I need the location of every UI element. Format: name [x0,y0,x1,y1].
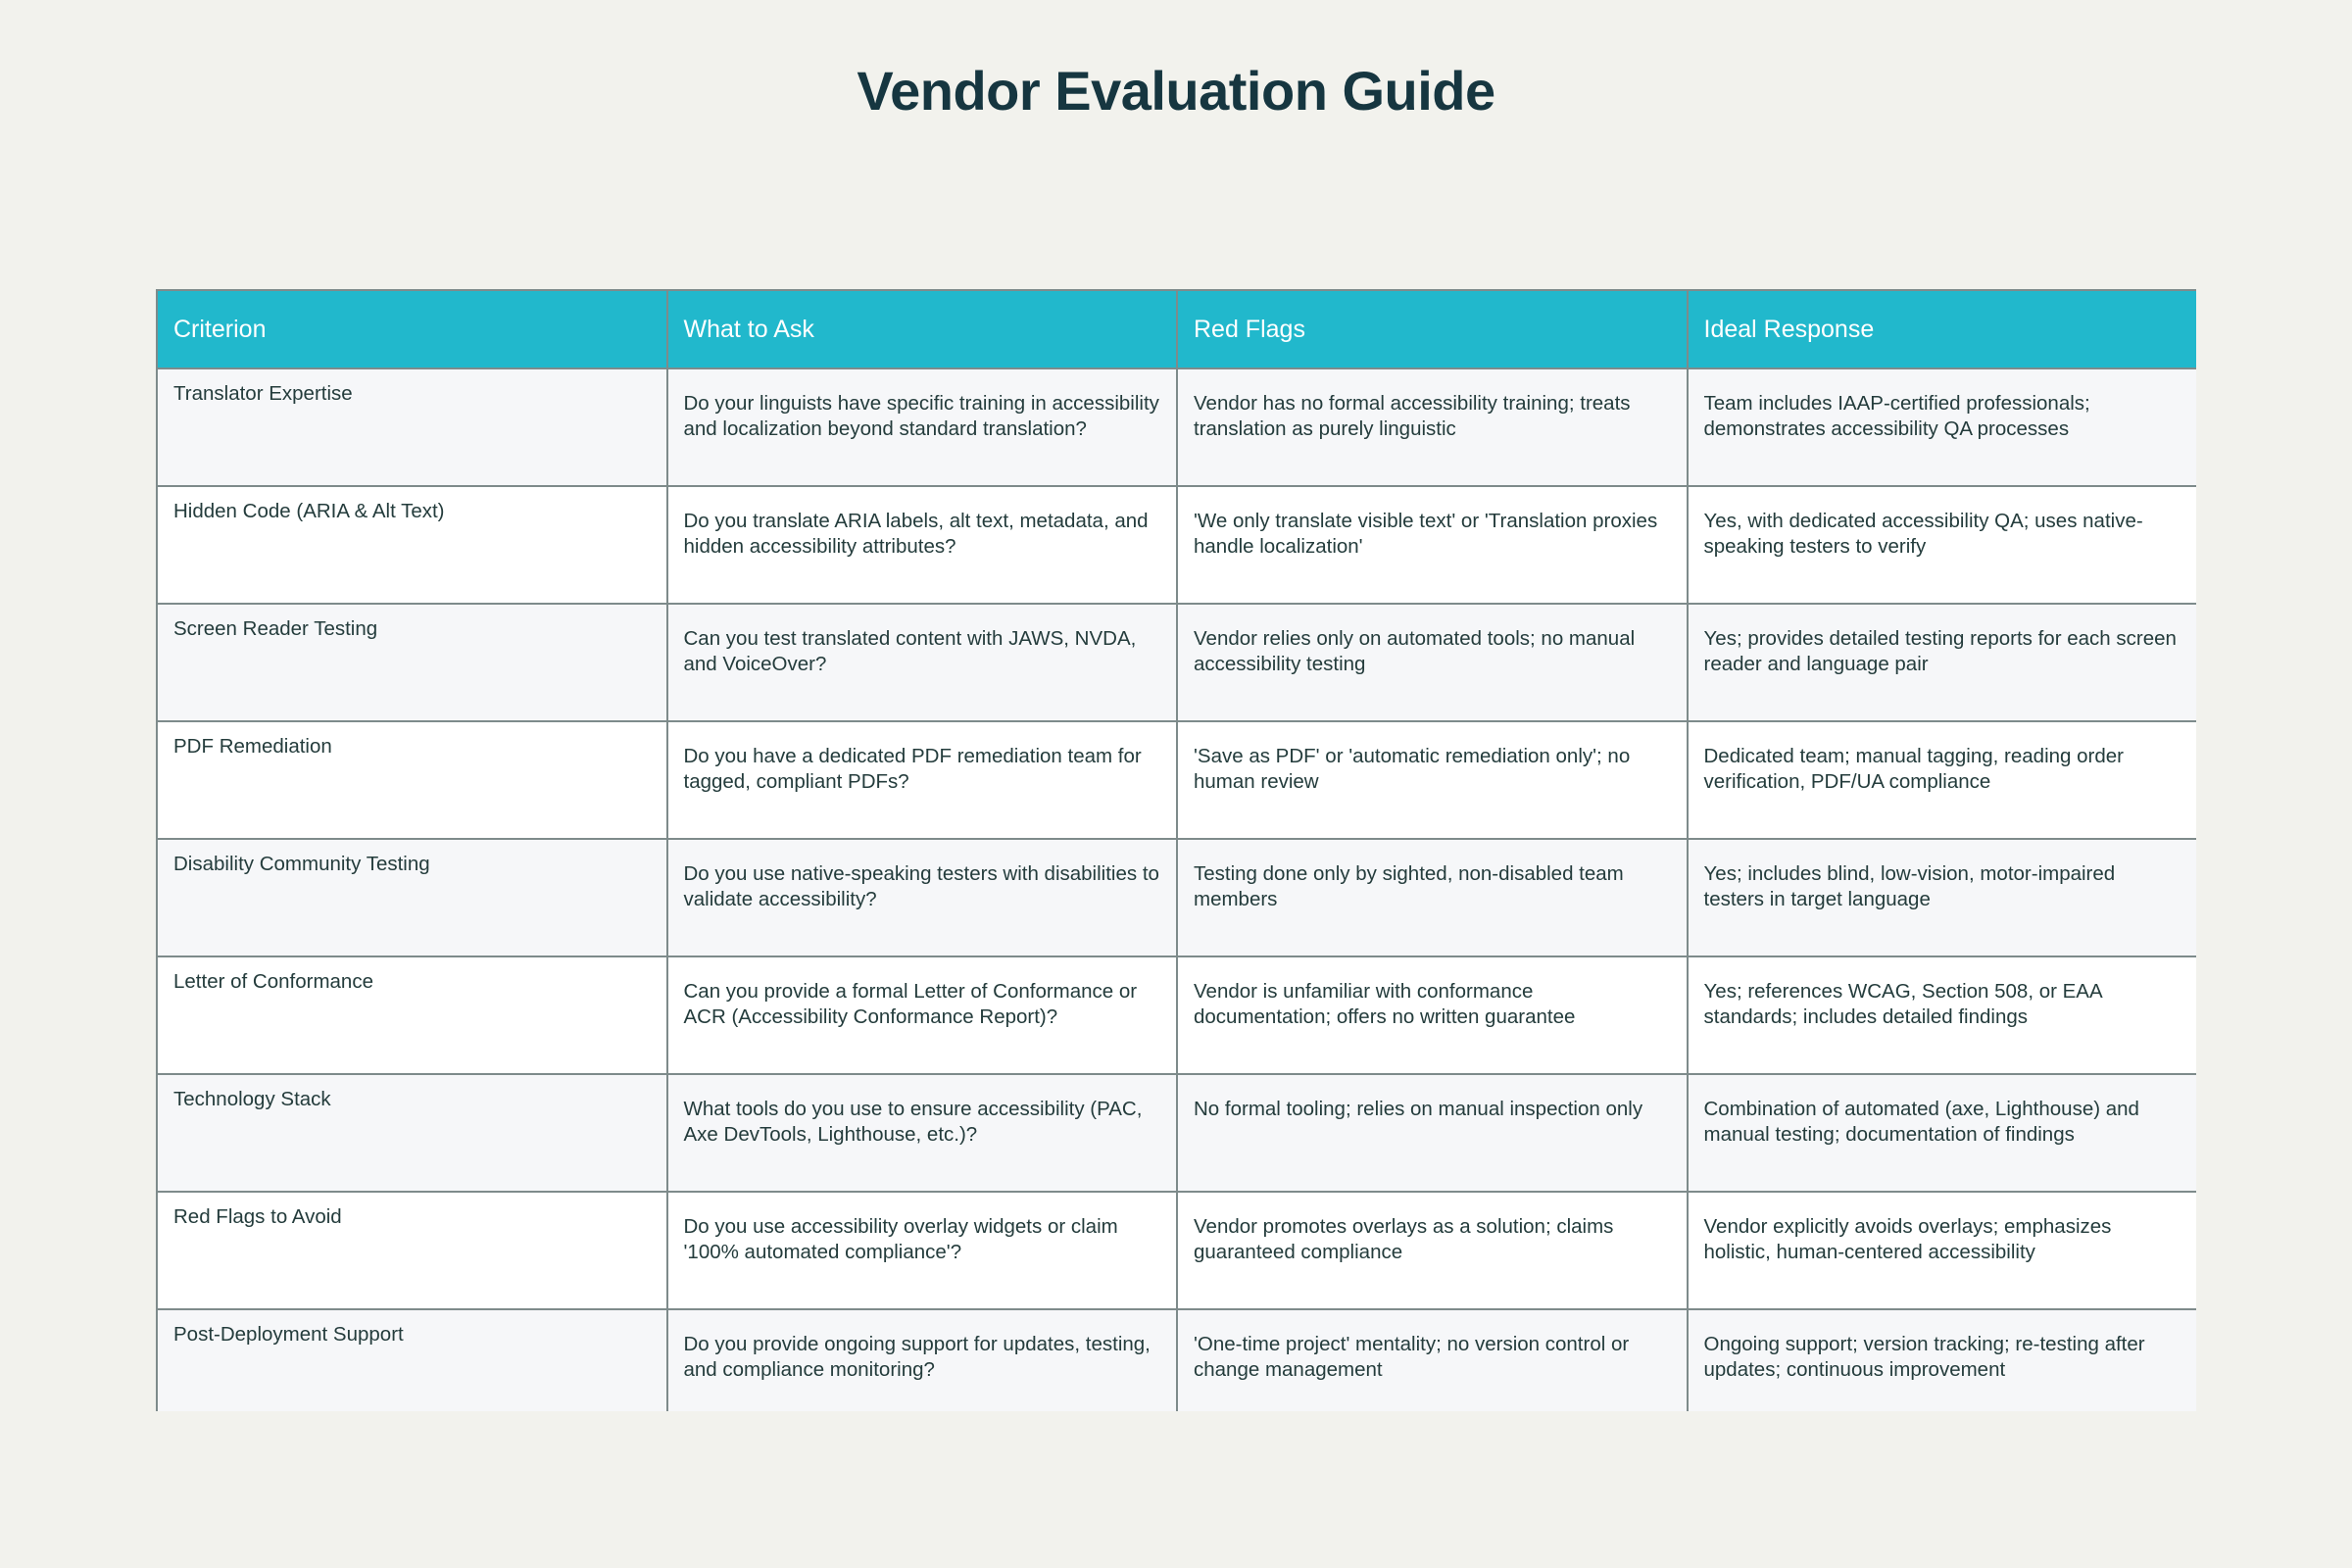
table-row [157,956,2196,1074]
table-row [157,1192,2196,1309]
what-to-ask-cell: Can you provide a formal Letter of Conformance or ACR (Accessibility Conformance Report)? [667,956,1178,1074]
header-criterion: Criterion [157,290,667,368]
ideal-response-cell: Dedicated team; manual tagging, reading order verification, PDF/UA compliance [1688,721,2197,839]
what-to-ask-cell: Can you test translated content with JAWS, NVDA, and VoiceOver? [667,604,1178,721]
criterion-cell: Screen Reader Testing [157,604,667,721]
page-title: Vendor Evaluation Guide [857,60,1495,122]
what-to-ask-cell: Do you translate ARIA labels, alt text, metadata, and hidden accessibility attributes? [667,486,1178,604]
what-to-ask-cell: Do you provide ongoing support for updates, testing, and compliance monitoring? [667,1309,1178,1411]
what-to-ask-cell: Do you use accessibility overlay widgets or claim '100% automated compliance'? [667,1192,1178,1309]
red-flags-cell: Testing done only by sighted, non-disabled team members [1177,839,1688,956]
ideal-response-cell: Yes; includes blind, low-vision, motor-impaired testers in target language [1688,839,2197,956]
criterion-cell: Translator Expertise [157,368,667,486]
header-ideal-response: Ideal Response [1688,290,2197,368]
what-to-ask-cell: Do you have a dedicated PDF remediation team for tagged, compliant PDFs? [667,721,1178,839]
ideal-response-cell: Team includes IAAP-certified professionals; demonstrates accessibility QA processes [1688,368,2197,486]
ideal-response-cell: Yes; provides detailed testing reports for each screen reader and language pair [1688,604,2197,721]
ideal-response-cell: Ongoing support; version tracking; re-testing after updates; continuous improvement [1688,1309,2197,1411]
red-flags-cell: Vendor has no formal accessibility training; treats translation as purely linguistic [1177,368,1688,486]
table-row [157,839,2196,956]
what-to-ask-cell: What tools do you use to ensure accessibility (PAC, Axe DevTools, Lighthouse, etc.)? [667,1074,1178,1192]
table-row [157,1074,2196,1192]
red-flags-cell: 'We only translate visible text' or 'Translation proxies handle localization' [1177,486,1688,604]
table-row [157,368,2196,486]
table-row [157,1309,2196,1411]
criterion-cell: Letter of Conformance [157,956,667,1074]
table-row [157,486,2196,604]
red-flags-cell: 'Save as PDF' or 'automatic remediation only'; no human review [1177,721,1688,839]
what-to-ask-cell: Do your linguists have specific training in accessibility and localization beyond standard translation? [667,368,1178,486]
ideal-response-cell: Vendor explicitly avoids overlays; emphasizes holistic, human-centered accessibility [1688,1192,2197,1309]
table-row [157,721,2196,839]
table-header-row [157,290,2196,368]
criterion-cell: Disability Community Testing [157,839,667,956]
criterion-cell: Technology Stack [157,1074,667,1192]
red-flags-cell: Vendor is unfamiliar with conformance documentation; offers no written guarantee [1177,956,1688,1074]
red-flags-cell: Vendor promotes overlays as a solution; claims guaranteed compliance [1177,1192,1688,1309]
table-row [157,604,2196,721]
criterion-cell: Hidden Code (ARIA & Alt Text) [157,486,667,604]
ideal-response-cell: Yes; references WCAG, Section 508, or EAA standards; includes detailed findings [1688,956,2197,1074]
criterion-cell: Post-Deployment Support [157,1309,667,1411]
evaluation-table [156,289,2196,1411]
header-red-flags: Red Flags [1177,290,1688,368]
red-flags-cell: 'One-time project' mentality; no version control or change management [1177,1309,1688,1411]
ideal-response-cell: Combination of automated (axe, Lighthouse) and manual testing; documentation of findings [1688,1074,2197,1192]
ideal-response-cell: Yes, with dedicated accessibility QA; uses native-speaking testers to verify [1688,486,2197,604]
criterion-cell: PDF Remediation [157,721,667,839]
what-to-ask-cell: Do you use native-speaking testers with disabilities to validate accessibility? [667,839,1178,956]
header-what-to-ask: What to Ask [667,290,1178,368]
red-flags-cell: Vendor relies only on automated tools; no manual accessibility testing [1177,604,1688,721]
evaluation-table-container [156,289,2196,1411]
red-flags-cell: No formal tooling; relies on manual inspection only [1177,1074,1688,1192]
criterion-cell: Red Flags to Avoid [157,1192,667,1309]
